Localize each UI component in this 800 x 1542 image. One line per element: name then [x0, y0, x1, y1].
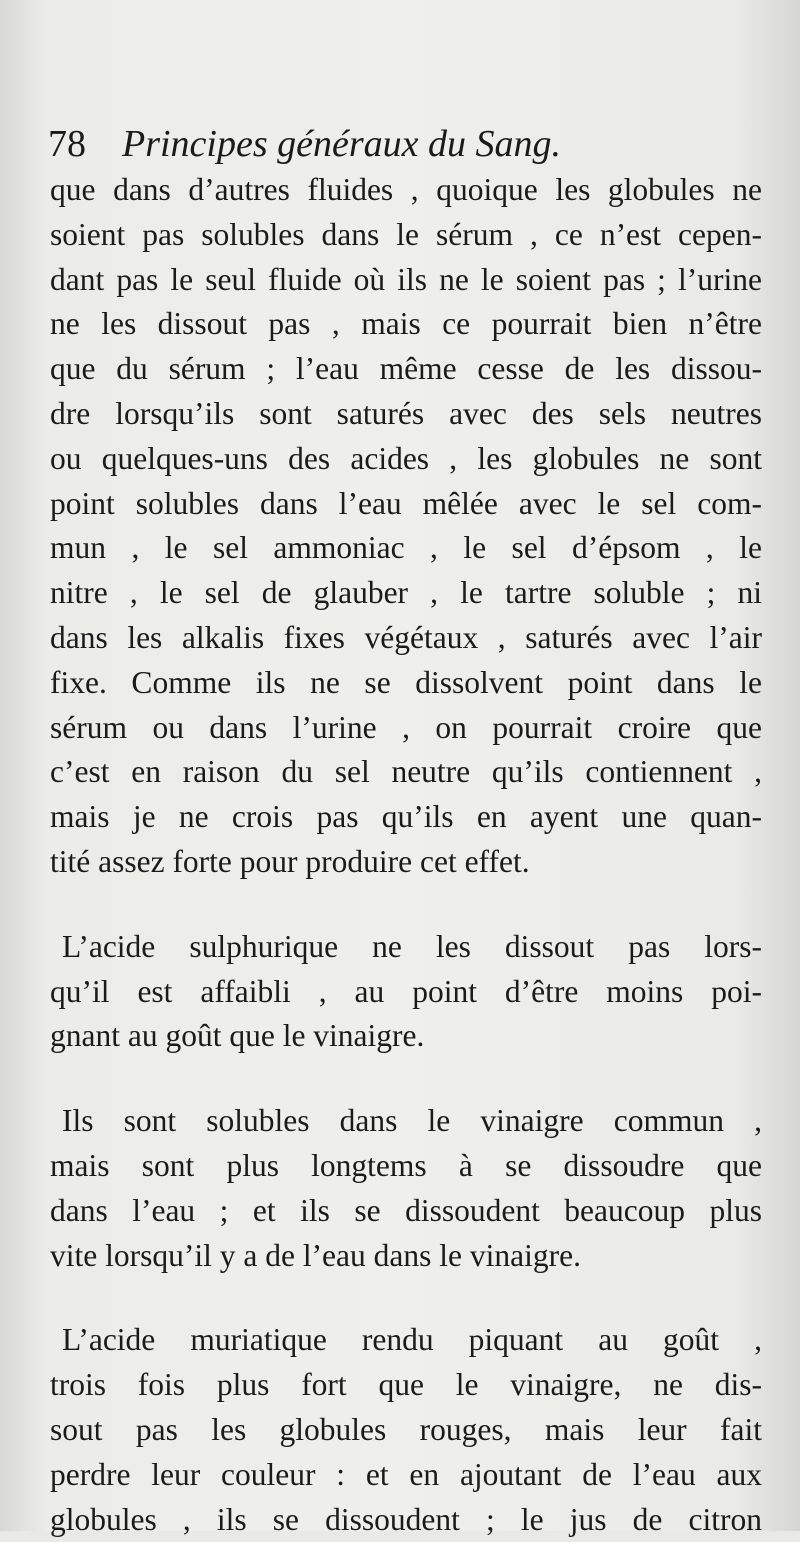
text-line: que du sérum ; l’eau même cesse de les dissou- [50, 351, 762, 387]
text-line: qu’il est affaibli , au point d’être moins poi- [50, 973, 762, 1009]
text-line: sérum ou dans l’urine , on pourrait croire que [50, 709, 762, 745]
text-line: globules , ils se dissoudent ; le jus de citron [50, 1501, 762, 1537]
text-line: dans les alkalis fixes végétaux , saturés avec l’air [50, 619, 762, 655]
text-line: soient pas solubles dans le sérum , ce n’est cepen- [50, 216, 762, 252]
page-header [48, 122, 758, 166]
running-title: Principes généraux du Sang. [122, 123, 562, 165]
text-line: perdre leur couleur : et en ajoutant de l’eau aux [50, 1456, 762, 1492]
page-body [50, 168, 762, 1542]
text-line: dant pas le seul fluide où ils ne le soient pas ; l’urine [50, 261, 762, 297]
text-line: mais sont plus longtems à se dissoudre que [50, 1147, 762, 1183]
text-line: L’acide muriatique rendu piquant au goût , [62, 1322, 762, 1358]
paragraph [50, 168, 762, 885]
text-line: gnant au goût que le vinaigre. [50, 1018, 425, 1054]
text-line: Ils sont solubles dans le vinaigre commun , [62, 1103, 762, 1139]
text-line: L’acide sulphurique ne les dissout pas lors- [62, 928, 762, 964]
text-line: point solubles dans l’eau mêlée avec le sel com- [50, 485, 762, 521]
page-number: 78 [48, 123, 86, 165]
text-line: dre lorsqu’ils sont saturés avec des sels neutres [50, 395, 762, 431]
text-line: ou quelques-uns des acides , les globules ne sont [50, 440, 762, 476]
text-line: vite lorsqu’il y a de l’eau dans le vinaigre. [50, 1237, 581, 1273]
text-line: que dans d’autres fluides , quoique les globules ne [50, 172, 762, 207]
text-line: mais je ne crois pas qu’ils en ayent une quan- [50, 799, 762, 835]
text-line: nitre , le sel de glauber , le tartre soluble ; ni [50, 575, 762, 611]
paragraph [50, 1318, 762, 1542]
text-line: fixe. Comme ils ne se dissolvent point dans le [50, 664, 762, 700]
paragraph [50, 925, 762, 1059]
text-line: trois fois plus fort que le vinaigre, ne dis- [50, 1367, 762, 1403]
text-line: tité assez forte pour produire cet effet. [50, 843, 530, 879]
text-line: sout pas les globules rouges, mais leur fait [50, 1411, 762, 1447]
paragraph [50, 1099, 762, 1278]
text-line: dans l’eau ; et ils se dissoudent beaucoup plus [50, 1192, 762, 1228]
text-line: c’est en raison du sel neutre qu’ils contiennent , [50, 754, 762, 790]
text-line: ne les dissout pas , mais ce pourrait bien n’être [50, 306, 762, 342]
text-line: mun , le sel ammoniac , le sel d’épsom , le [50, 530, 762, 566]
